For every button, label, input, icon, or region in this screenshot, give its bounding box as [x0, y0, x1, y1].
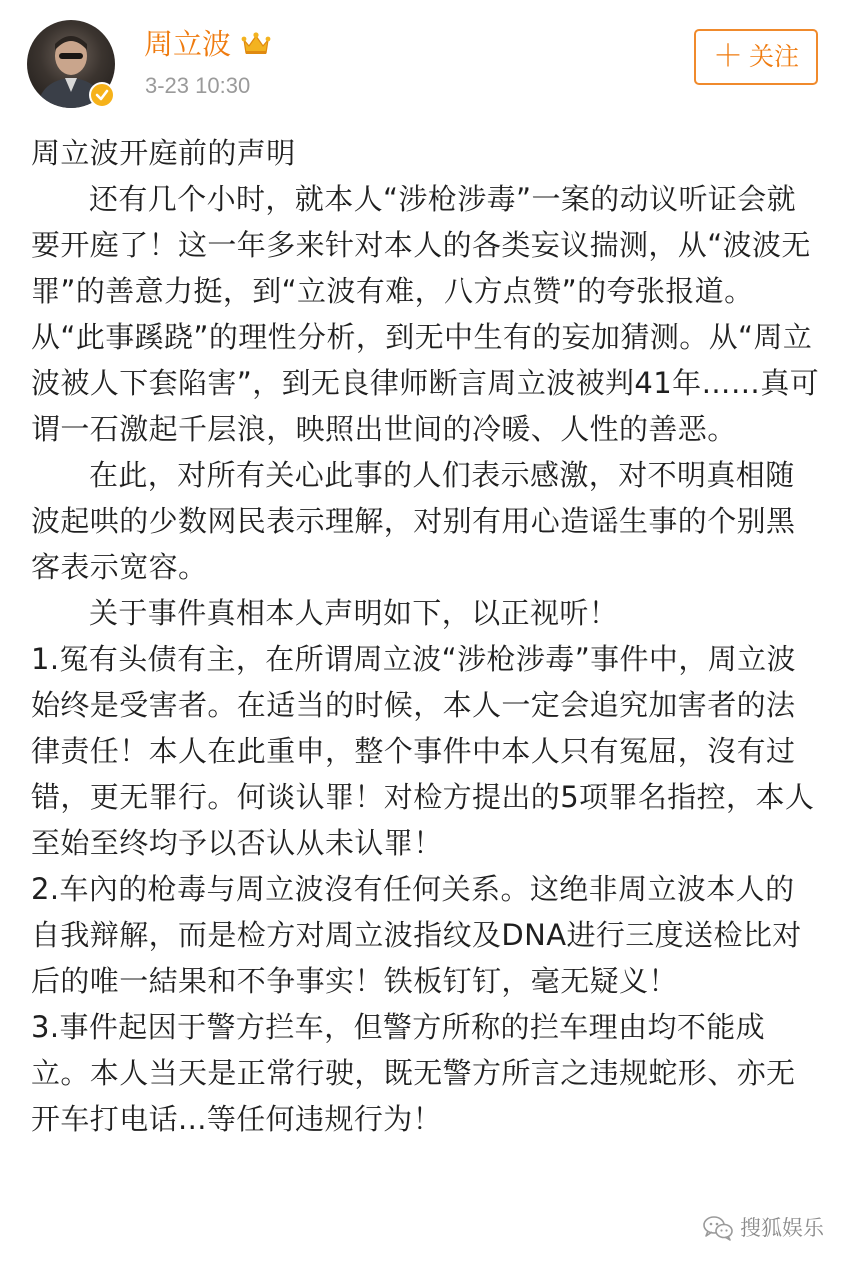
verified-badge-icon	[89, 82, 115, 108]
watermark-text: 搜狐娱乐	[740, 1216, 824, 1240]
post-paragraph: 关于事件真相本人声明如下，以正视听！	[89, 596, 619, 630]
plus-icon: ＋	[712, 39, 743, 74]
statement-point: 1.冤有头债有主，在所谓周立波“涉枪涉毒”事件中，周立波始终是受害者。在适当的时候，本人一定会追究加害者的法律责任！本人在此重申，整个事件中本人只有冤屈，沒有过错，更无罪行。何谈认罪！对检方提出的5项罪名指控，本人至始至终均予以否认从未认罪！	[31, 642, 815, 860]
post-header	[0, 0, 848, 118]
statement-point: 3.事件起因于警方拦车，但警方所称的拦车理由均不能成立。本人当天是正常行驶，既无警方所言之违规蛇形、亦无开车打电话...等任何违规行为！	[31, 1010, 796, 1136]
statement-point: 2.车內的枪毒与周立波沒有任何关系。这绝非周立波本人的自我辩解，而是检方对周立波指纹及DNA进行三度送检比对后的唯一結果和不争事实！铁板钉钉，毫无疑义！	[31, 872, 802, 998]
follow-button[interactable]	[694, 29, 818, 85]
post-title: 周立波开庭前的声明	[31, 136, 296, 170]
wechat-icon	[702, 1214, 734, 1242]
follow-button-label: 关注	[748, 42, 799, 71]
post-paragraph: 在此，对所有关心此事的人们表示感激，对不明真相随波起哄的少数网民表示理解，对别有用心造谣生事的个别黑客表示宽容。	[31, 458, 796, 584]
crown-icon	[241, 31, 271, 57]
watermark	[702, 1214, 824, 1242]
username[interactable]: 周立波	[144, 27, 232, 61]
post-body	[31, 130, 821, 1142]
post-timestamp: 3-23 10:30	[145, 73, 251, 98]
post-paragraph: 还有几个小时，就本人“涉枪涉毒”一案的动议听证会就要开庭了！这一年多来针对本人的各类妄议揣测，从“波波无罪”的善意力挺，到“立波有难，八方点赞”的夸张报道。从“此事蹊跷”的理性分析，到无中生有的妄加猜测。从“周立波被人下套陷害”，到无良律师断言周立波被判41年……真可谓一石激起千层浪，映照出世间的冷暖、人性的善恶。	[31, 182, 820, 446]
